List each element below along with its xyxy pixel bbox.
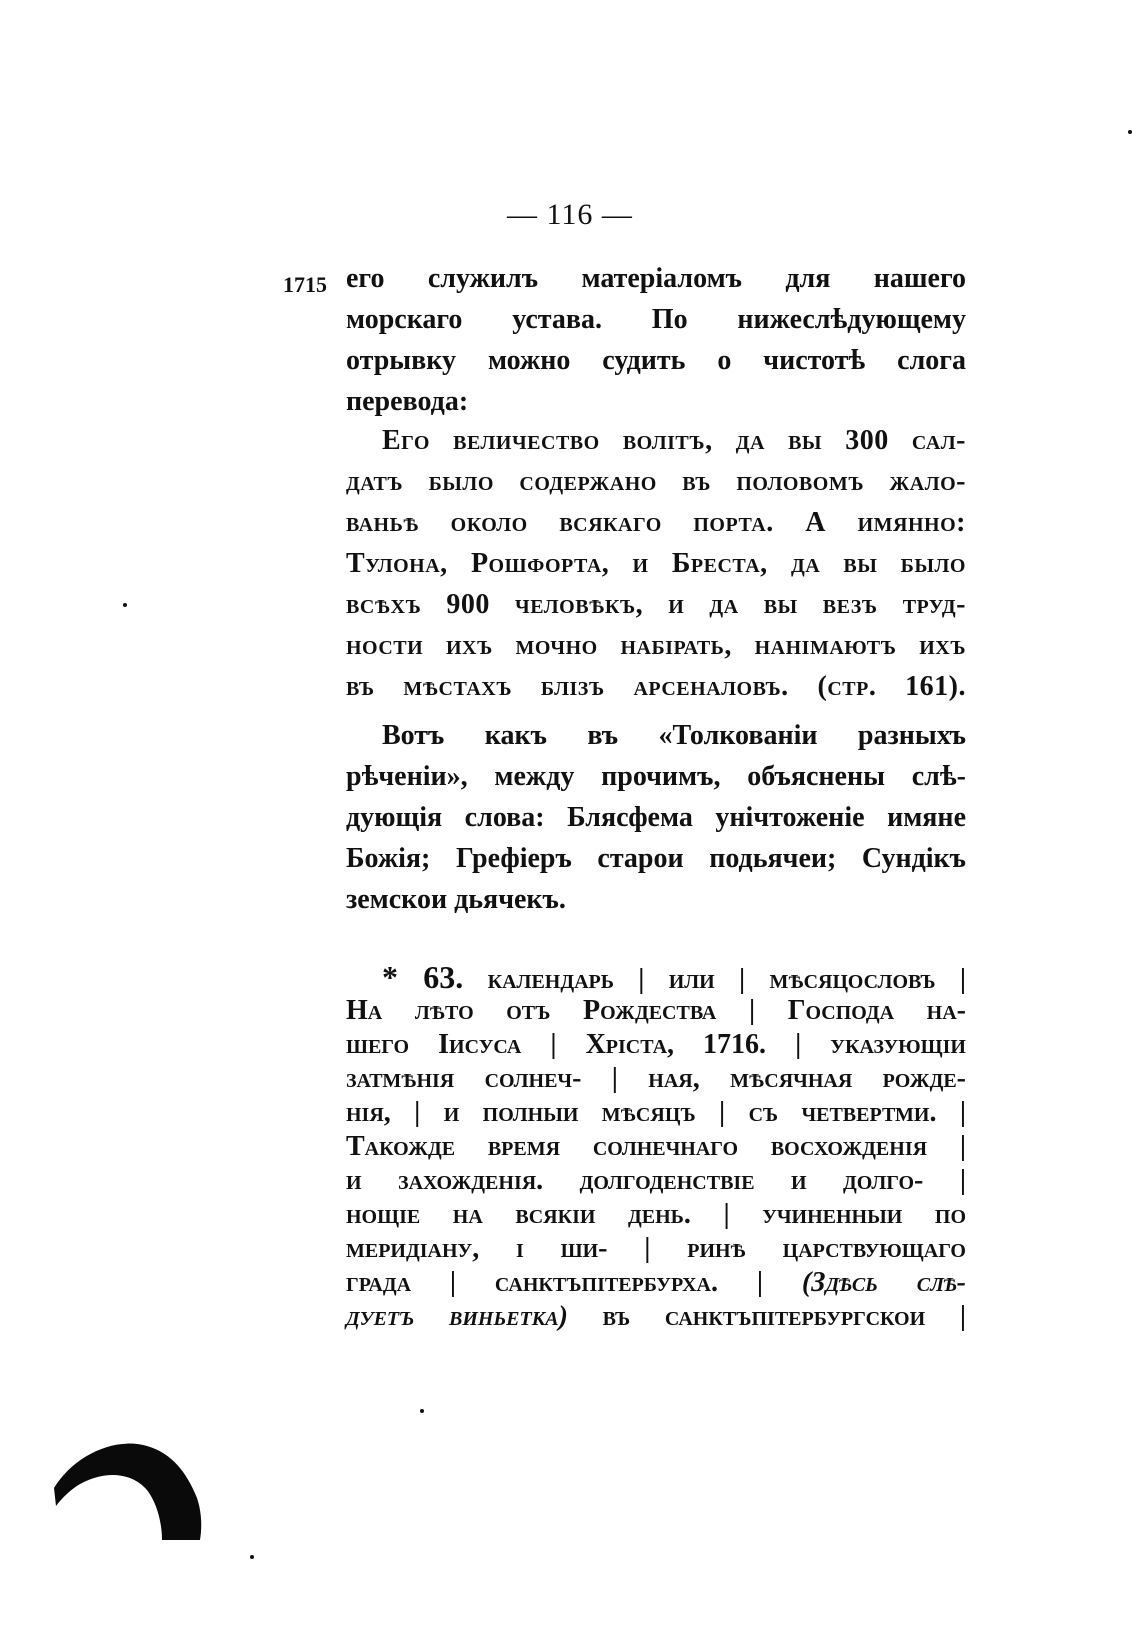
entry-line: затмѣнія солнеч- | ная, мѣсячная рожде- [346, 1063, 966, 1094]
entry-line [346, 1300, 966, 1334]
quote-line: всѣхъ 900 человѣкъ, и да вы везъ труд- [346, 589, 966, 620]
quote-line: датъ было содержано въ половомъ жало- [346, 466, 966, 497]
text-line: дующія слова: Блясфема унічтоженіе имяне [346, 802, 966, 833]
entry-line: На лѣто отъ Рождества | Господа на- [346, 995, 966, 1026]
entry-line: нія, | и полныи мѣсяцъ | съ четвертми. | [346, 1097, 966, 1128]
entry-line: шего Іисуса | Хріста, 1716. | указующіи [346, 1029, 966, 1060]
text-line: морскаго устава. По нижеслѣдующему [346, 304, 966, 335]
entry-title: календарь | или | мѣсяцословъ | [487, 964, 967, 995]
quote-block [346, 420, 966, 707]
entry-line: и захожденія. долгоденствіе и долго- | [346, 1165, 966, 1196]
margin-year: 1715 [283, 272, 327, 297]
entry-text: въ санктъпітербургскои | [602, 1301, 966, 1332]
entry-line [346, 960, 966, 994]
quote-line: ваньѣ около всякаго порта. А имянно: [346, 507, 966, 538]
paragraph-1 [346, 258, 966, 422]
entry-number: * 63. [382, 959, 464, 995]
quote-line: Тулона, Рошфорта, и Бреста, да вы было [346, 548, 966, 579]
ink-speck [1128, 130, 1132, 134]
text-line: рѣченіи», между прочимъ, объяснены слѣ- [346, 761, 966, 792]
text-line: Божія; Грефіеръ старои подьячеи; Сундікъ [346, 843, 966, 874]
quote-line: въ мѣстахъ блізъ арсеналовъ. (стр. 161). [346, 671, 966, 702]
ink-speck [420, 1409, 424, 1413]
entry-line: меридіану, і ши- | ринѣ царствующаго [346, 1233, 966, 1264]
quote-line: Его величество волітъ, да вы 300 сал- [382, 425, 966, 456]
text-line: перевода: [346, 386, 469, 417]
entry-line [346, 1266, 966, 1300]
entry-line: нощіе на всякіи день. | учиненныи по [346, 1199, 966, 1230]
entry-line: Такожде время солнечнаго восхожденія | [346, 1131, 966, 1162]
text-line: его служилъ матеріаломъ для нашего [346, 263, 966, 294]
ink-blot [52, 1428, 212, 1548]
text-line: Вотъ какъ въ «Толкованіи разныхъ [382, 720, 966, 751]
editor-note: дуетъ виньетка) [346, 1301, 568, 1332]
quote-line: ности ихъ мочно набірать, нанімаютъ ихъ [346, 630, 966, 661]
editor-note: (Здѣсь слѣ- [801, 1267, 967, 1298]
paragraph-2 [346, 715, 966, 920]
text-line: отрывку можно судить о чистотѣ слога [346, 345, 966, 376]
catalog-entry-63 [346, 960, 966, 1334]
page-number: — 116 — [507, 198, 633, 231]
entry-text: града | санктъпітербурха. | [346, 1267, 764, 1298]
text-line: земскои дьячекъ. [346, 884, 566, 915]
ink-speck [123, 603, 127, 607]
ink-speck [250, 1555, 254, 1559]
